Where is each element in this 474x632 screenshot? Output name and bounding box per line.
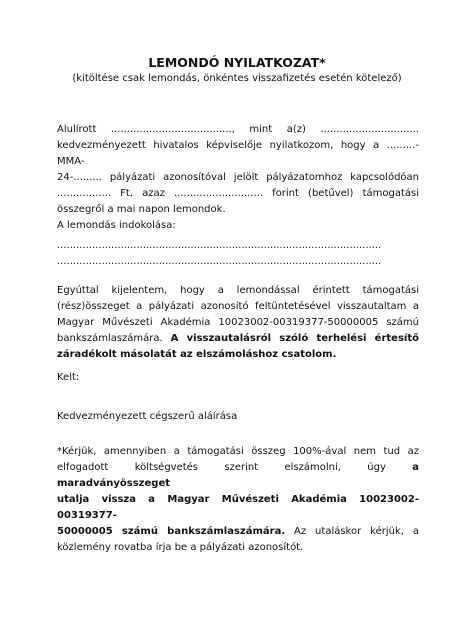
intro-line-1: Alulírott ......................................, mint a(z) ............................... [57, 124, 419, 135]
footnote-line-5: közlemény rovatba írja be a pályázati azonosítót. [57, 542, 304, 553]
footnote-line-3-bold: utalja vissza a Magyar Művészeti Akadémia 10023002-00319377- [57, 494, 419, 521]
declaration-line-1: Egyúttal kijelentem, hogy a lemondással érintett támogatási [57, 285, 419, 296]
document-title: LEMONDÓ NYILATKOZAT* [148, 55, 326, 70]
declaration-line-4-normal: bankszámlaszámára. [57, 333, 163, 344]
footnote-line-1: *Kérjük, amennyiben a támogatási összeg 100%-ával nem tud az [57, 446, 419, 457]
intro-line-5: összegről a mai napon lemondok. [57, 204, 226, 215]
intro-line-3: 24-......... pályázati azonosítóval jelölt pályázatomhoz kapcsolódóan [57, 172, 419, 183]
reason-label: A lemondás indokolása: [57, 220, 176, 231]
signature-label: Kedvezményezett cégszerű aláírása [57, 411, 238, 422]
declaration-line-2: (rész)összeget a pályázati azonosító feltüntetésével visszautaltam a [57, 301, 419, 312]
declaration-line-5-bold: záradékolt másolatát az elszámoláshoz csatolom. [57, 349, 337, 360]
footnote-line-4-bold: 50000005 számú bankszámlaszámára. [57, 526, 286, 537]
footnote-line-4 [57, 524, 419, 540]
declaration-paragraph [57, 283, 419, 363]
footnote-line-2-normal: elfogadott költségvetés szerint elszámolni, úgy [57, 462, 386, 473]
footnote [57, 444, 419, 556]
intro-line-4: ................. Ft, azaz ............................ forint (betűvel) támogatási [57, 188, 419, 199]
declaration-line-3: Magyar Művészeti Akadémia 10023002-00319377-50000005 számú [57, 317, 419, 328]
reason-section [57, 218, 419, 270]
document-subtitle: (kitöltése csak lemondás, önkéntes visszafizetés esetén kötelező) [72, 73, 402, 84]
intro-line-2: kedvezményezett hivatalos képviselője nyilatkozom, hogy a .........-MMA- [57, 140, 419, 167]
footnote-line-4-normal: Az utaláskor kérjük, a [294, 526, 419, 537]
reason-line-2: ...................................................................................................... [57, 256, 382, 267]
declaration-line-4 [57, 331, 419, 347]
footnote-line-2-bold: a maradványösszeget [57, 462, 419, 489]
reason-line-1: ...................................................................................................... [57, 240, 382, 251]
intro-paragraph [57, 122, 419, 218]
declaration-line-4-bold: A visszautalásról szóló terhelési értesítő [170, 333, 419, 344]
kelt-label: Kelt: [57, 372, 80, 383]
footnote-line-2 [57, 460, 419, 492]
